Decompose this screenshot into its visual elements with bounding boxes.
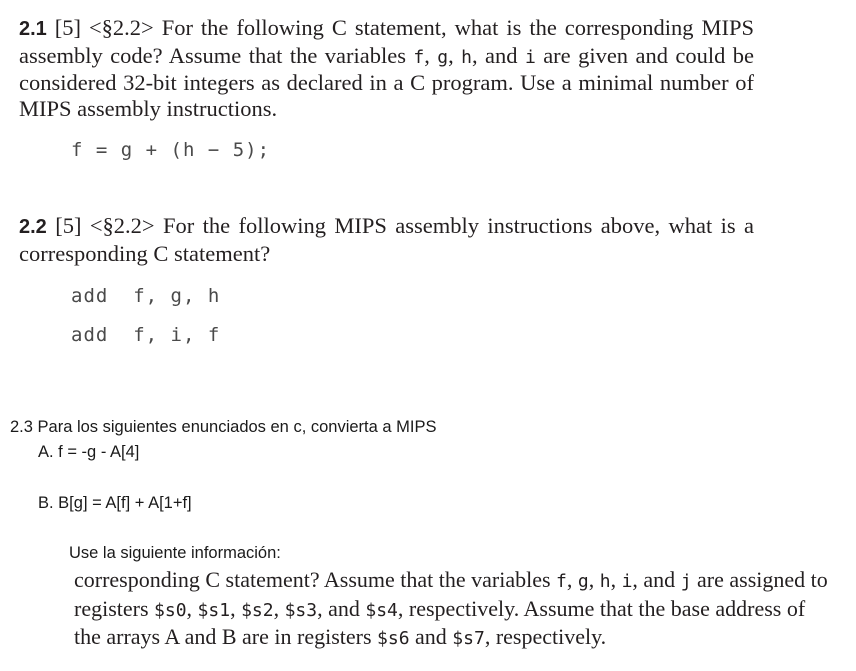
- question-number: 2.1: [19, 18, 47, 40]
- register-s2: $s2: [241, 599, 274, 621]
- question-text: are given and could be considered 32-bit integers as declared in a C program. Use a minimal number of MIPS assembly instructions.: [19, 42, 755, 121]
- register-s4: $s4: [365, 599, 398, 621]
- var-h: h: [599, 571, 611, 592]
- separator: ,: [588, 567, 600, 592]
- item-b: B. B[g] = A[f] + A[1+f]: [38, 494, 192, 512]
- info-text: corresponding C statement? Assume that the variables: [74, 567, 557, 592]
- var-f: f: [556, 571, 567, 592]
- register-s6: $s6: [377, 628, 410, 649]
- separator: ,: [273, 595, 285, 621]
- separator: ,: [424, 42, 438, 68]
- var-f: f: [413, 46, 425, 68]
- separator: ,: [448, 42, 462, 68]
- question-2-2-text: [19, 213, 754, 266]
- question-text: [5] <§2.2> For the following MIPS assembly instructions above, what is a corresponding C statement?: [19, 213, 754, 266]
- info-text: are assigned to registers: [74, 567, 828, 621]
- info-text: , respectively. Assume that the base address of the arrays A and B are in registers: [74, 595, 806, 649]
- var-g: g: [577, 571, 589, 592]
- info-text: , respectively.: [484, 624, 607, 649]
- register-s0: $s0: [154, 599, 187, 621]
- question-2-3-title: 2.3 Para los siguientes enunciados en c, convierta a MIPS: [10, 418, 437, 436]
- mips-code-line-2: add f, i, f: [71, 324, 221, 346]
- info-text: , and: [317, 595, 366, 621]
- info-text: and: [409, 624, 453, 649]
- register-s7: $s7: [452, 628, 485, 649]
- var-i: i: [524, 46, 536, 68]
- separator: ,: [566, 567, 578, 592]
- register-info-text: [74, 567, 834, 653]
- var-j: j: [680, 571, 692, 592]
- separator: ,: [230, 595, 242, 621]
- question-text: [5] <§2.2> For the following C statement, what is the corresponding MIPS assembly code? Assume that the variables: [19, 15, 754, 68]
- mips-code-line-1: add f, g, h: [71, 285, 221, 307]
- separator: ,: [610, 567, 622, 592]
- question-2-1-text: [19, 15, 754, 121]
- var-h: h: [461, 46, 472, 68]
- question-text: , and: [472, 42, 525, 68]
- question-number: 2.2: [19, 216, 47, 238]
- separator: ,: [186, 595, 198, 621]
- info-text: , and: [632, 567, 681, 592]
- register-s3: $s3: [284, 599, 318, 621]
- var-i: i: [621, 571, 633, 592]
- item-a: A. f = -g - A[4]: [38, 443, 140, 461]
- register-s1: $s1: [197, 599, 231, 621]
- c-statement-code: f = g + (h − 5);: [71, 139, 271, 161]
- var-g: g: [437, 46, 449, 68]
- use-info-label: Use la siguiente información:: [69, 544, 281, 562]
